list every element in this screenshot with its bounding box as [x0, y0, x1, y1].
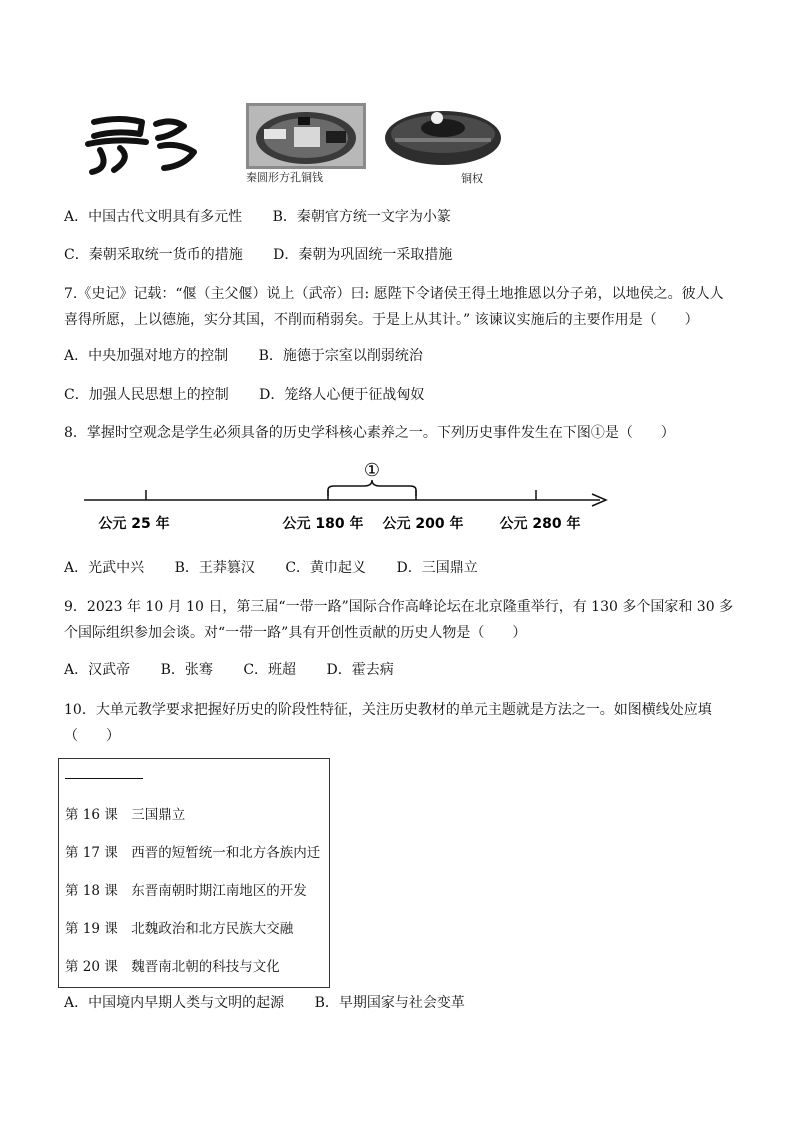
lesson-16: 第 16 课 三国鼎立 [65, 807, 186, 823]
q8-timeline [80, 460, 620, 540]
seal-script-image [80, 112, 202, 176]
q7-options-row-2 [64, 385, 424, 405]
timeline-label-200: 公元 200 年 [382, 516, 464, 532]
q6-options-row-2 [64, 245, 452, 265]
q7-option-a[interactable]: A．中央加强对地方的控制 [64, 348, 229, 364]
lesson-19: 第 19 课 北魏政治和北方民族大交融 [65, 921, 294, 937]
q9-option-d[interactable]: D．霍去病 [326, 662, 394, 678]
q10-option-a[interactable]: A．中国境内早期人类与文明的起源 [64, 995, 285, 1011]
bronze-weight-caption: 铜权 [461, 172, 483, 185]
q7-stem: 7.《史记》记载：“偃（主父偃）说上（武帝）曰: 愿陛下令诸侯王得土地推恩以分子弟，以地侯之。彼人人喜得所愿，上以德施，实分其国，不削而稍弱矣。于是上从其计。” 该谏议实施后的主要作用是（ ） [64, 286, 724, 328]
q6-option-a[interactable]: A．中国古代文明具有多元性 [64, 209, 243, 225]
q10-options-row [64, 993, 465, 1013]
qin-coin-image [246, 103, 366, 184]
q6-options-row-1 [64, 207, 451, 227]
q9-options-row [64, 660, 394, 680]
seal-script-character-icon [80, 112, 202, 176]
q6-option-c[interactable]: C．秦朝采取统一货币的措施 [64, 247, 243, 263]
timeline-marker: ① [363, 460, 381, 481]
lesson-17: 第 17 课 西晋的短暂统一和北方各族内迁 [65, 845, 321, 861]
q7-options-row-1 [64, 346, 423, 366]
q9-option-b[interactable]: B．张骞 [160, 662, 213, 678]
q7-option-b[interactable]: B．施德于宗室以削弱统治 [258, 348, 423, 364]
timeline-label-280: 公元 280 年 [499, 516, 581, 532]
q9-option-c[interactable]: C．班超 [243, 662, 297, 678]
timeline-brace-icon [328, 480, 416, 496]
timeline-label-180: 公元 180 年 [282, 516, 364, 532]
bronze-weight-image [383, 108, 503, 185]
unit-title-blank [65, 778, 143, 779]
q8-option-d[interactable]: D．三国鼎立 [396, 560, 478, 576]
q7-option-d[interactable]: D．笼络人心便于征战匈奴 [259, 387, 425, 403]
qin-coin-icon [246, 103, 366, 169]
qin-coin-caption: 秦圆形方孔铜钱 [246, 171, 323, 184]
q9-option-a[interactable]: A．汉武帝 [64, 662, 131, 678]
q8-options-row [64, 558, 478, 578]
q9-stem: 9．2023 年 10 月 10 日，第三届“一带一路”国际合作高峰论坛在北京隆重举行，有 130 多个国家和 30 多个国际组织参加会谈。对“一带一路”具有开创性贡献的历史人物是（ ） [64, 599, 734, 641]
q8-stem: 8．掌握时空观念是学生必须具备的历史学科核心素养之一。下列历史事件发生在下图①是（ ） [64, 425, 675, 441]
bronze-weight-icon [383, 108, 503, 166]
q10-stem: 10．大单元教学要求把握好历史的阶段性特征，关注历史教材的单元主题就是方法之一。如图横线处应填（ ） [64, 702, 712, 744]
timeline-diagram [80, 460, 620, 540]
timeline-label-25: 公元 25 年 [98, 516, 170, 532]
q8-option-b[interactable]: B．王莽篡汉 [174, 560, 255, 576]
q6-option-b[interactable]: B．秦朝官方统一文字为小篆 [272, 209, 451, 225]
lesson-20: 第 20 课 魏晋南北朝的科技与文化 [65, 959, 280, 975]
q8-option-c[interactable]: C．黄巾起义 [285, 560, 367, 576]
q10-unit-box [58, 758, 330, 988]
q10-option-b[interactable]: B．早期国家与社会变革 [314, 995, 465, 1011]
q6-option-d[interactable]: D．秦朝为巩固统一采取措施 [273, 247, 453, 263]
q8-option-a[interactable]: A．光武中兴 [64, 560, 145, 576]
q7-option-c[interactable]: C．加强人民思想上的控制 [64, 387, 229, 403]
lesson-18: 第 18 课 东晋南朝时期江南地区的开发 [65, 883, 307, 899]
